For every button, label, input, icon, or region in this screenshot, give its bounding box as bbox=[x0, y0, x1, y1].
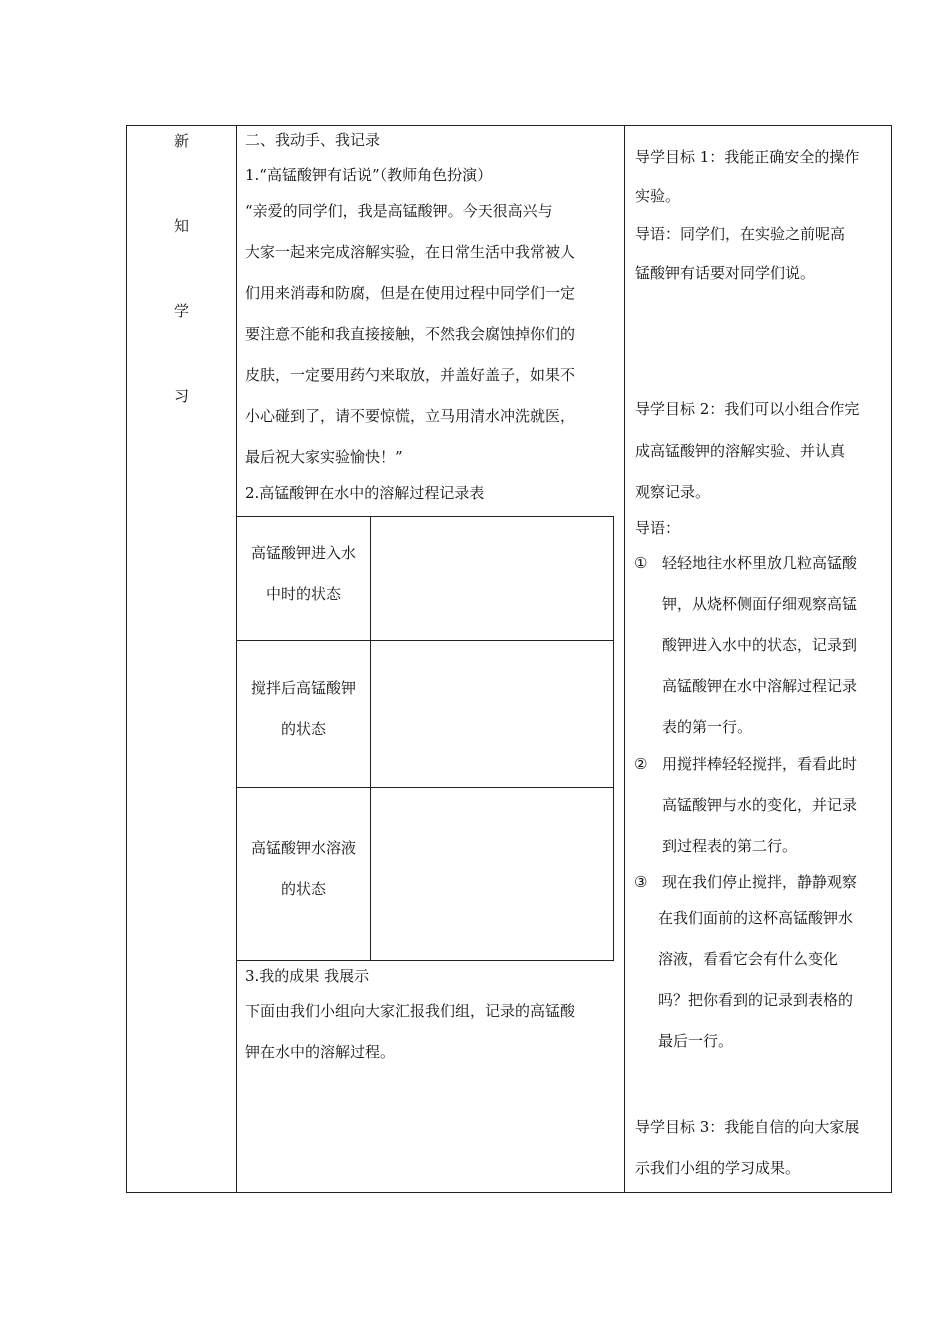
item3-line: 下面由我们小组向大家汇报我们组，记录的高锰酸 bbox=[245, 1002, 576, 1020]
goal3-line: 导学目标 3：我能自信的向大家展 bbox=[635, 1118, 860, 1136]
guide2-label: 导语： bbox=[635, 519, 681, 537]
item3-title: 3.我的成果 我展示 bbox=[245, 967, 370, 985]
section-label-char: 习 bbox=[173, 387, 189, 405]
speech-line: 大家一起来完成溶解实验，在日常生活中我常被人 bbox=[245, 243, 576, 261]
step-line: 表的第一行。 bbox=[662, 718, 753, 736]
record-label-line: 高锰酸钾水溶液 bbox=[250, 839, 356, 857]
record-row bbox=[237, 640, 613, 788]
step-line: 在我们面前的这杯高锰酸钾水 bbox=[658, 909, 854, 927]
goal3-line: 示我们小组的学习成果。 bbox=[635, 1159, 801, 1177]
record-label-line: 高锰酸钾进入水 bbox=[250, 544, 356, 562]
section-label-char: 新 bbox=[173, 132, 189, 150]
step-line: 现在我们停止搅拌，静静观察 bbox=[662, 873, 858, 891]
goal2-line: 导学目标 2：我们可以小组合作完 bbox=[635, 400, 860, 418]
record-label-line: 搅拌后高锰酸钾 bbox=[250, 679, 356, 697]
guide1-line: 锰酸钾有话要对同学们说。 bbox=[635, 264, 816, 282]
speech-line: 要注意不能和我直接接触，不然我会腐蚀掉你们的 bbox=[245, 325, 576, 343]
record-table bbox=[236, 516, 614, 961]
step-line: 轻轻地往水杯里放几粒高锰酸 bbox=[662, 554, 858, 572]
column-divider bbox=[624, 126, 625, 1192]
item1-title: 1.“高锰酸钾有话说”（教师角色扮演） bbox=[245, 166, 493, 184]
step-line: 到过程表的第二行。 bbox=[662, 837, 798, 855]
step-line: 吗？把你看到的记录到表格的 bbox=[658, 991, 854, 1009]
step-line: 钾，从烧杯侧面仔细观察高锰 bbox=[662, 595, 858, 613]
step-line: 高锰酸钾在水中溶解过程记录 bbox=[662, 677, 858, 695]
goal1-line: 导学目标 1：我能正确安全的操作 bbox=[635, 148, 860, 166]
speech-line: 最后祝大家实验愉快！” bbox=[245, 448, 403, 466]
step-line: 用搅拌棒轻轻搅拌，看看此时 bbox=[662, 755, 858, 773]
speech-line: 小心碰到了，请不要惊慌，立马用清水冲洗就医， bbox=[245, 407, 576, 425]
step-line: 最后一行。 bbox=[658, 1032, 734, 1050]
record-row bbox=[237, 517, 613, 641]
speech-line: “亲爱的同学们，我是高锰酸钾。今天很高兴与 bbox=[245, 202, 553, 220]
section-title: 二、我动手、我记录 bbox=[245, 131, 381, 149]
speech-line: 们用来消毒和防腐，但是在使用过程中同学们一定 bbox=[245, 284, 576, 302]
goal2-line: 观察记录。 bbox=[635, 483, 711, 501]
item2-title: 2.高锰酸钾在水中的溶解过程记录表 bbox=[245, 484, 485, 502]
step-line: 酸钾进入水中的状态，记录到 bbox=[662, 636, 858, 654]
record-label-line: 中时的状态 bbox=[265, 585, 341, 603]
step-number: ① bbox=[634, 554, 648, 572]
item3-line: 钾在水中的溶解过程。 bbox=[245, 1043, 396, 1061]
record-row bbox=[237, 787, 613, 960]
step-line: 高锰酸钾与水的变化，并记录 bbox=[662, 796, 858, 814]
record-label-line: 的状态 bbox=[280, 720, 326, 738]
goal1-line: 实验。 bbox=[635, 187, 681, 205]
section-label-char: 学 bbox=[173, 302, 189, 320]
section-label-char: 知 bbox=[173, 217, 189, 235]
speech-line: 皮肤，一定要用药勺来取放，并盖好盖子，如果不 bbox=[245, 366, 576, 384]
record-label-line: 的状态 bbox=[280, 880, 326, 898]
step-number: ③ bbox=[634, 873, 648, 891]
goal2-line: 成高锰酸钾的溶解实验、并认真 bbox=[635, 442, 846, 460]
guide1-line: 导语：同学们，在实验之前呢高 bbox=[635, 225, 846, 243]
step-line: 溶液，看看它会有什么变化 bbox=[658, 950, 839, 968]
step-number: ② bbox=[634, 755, 648, 773]
